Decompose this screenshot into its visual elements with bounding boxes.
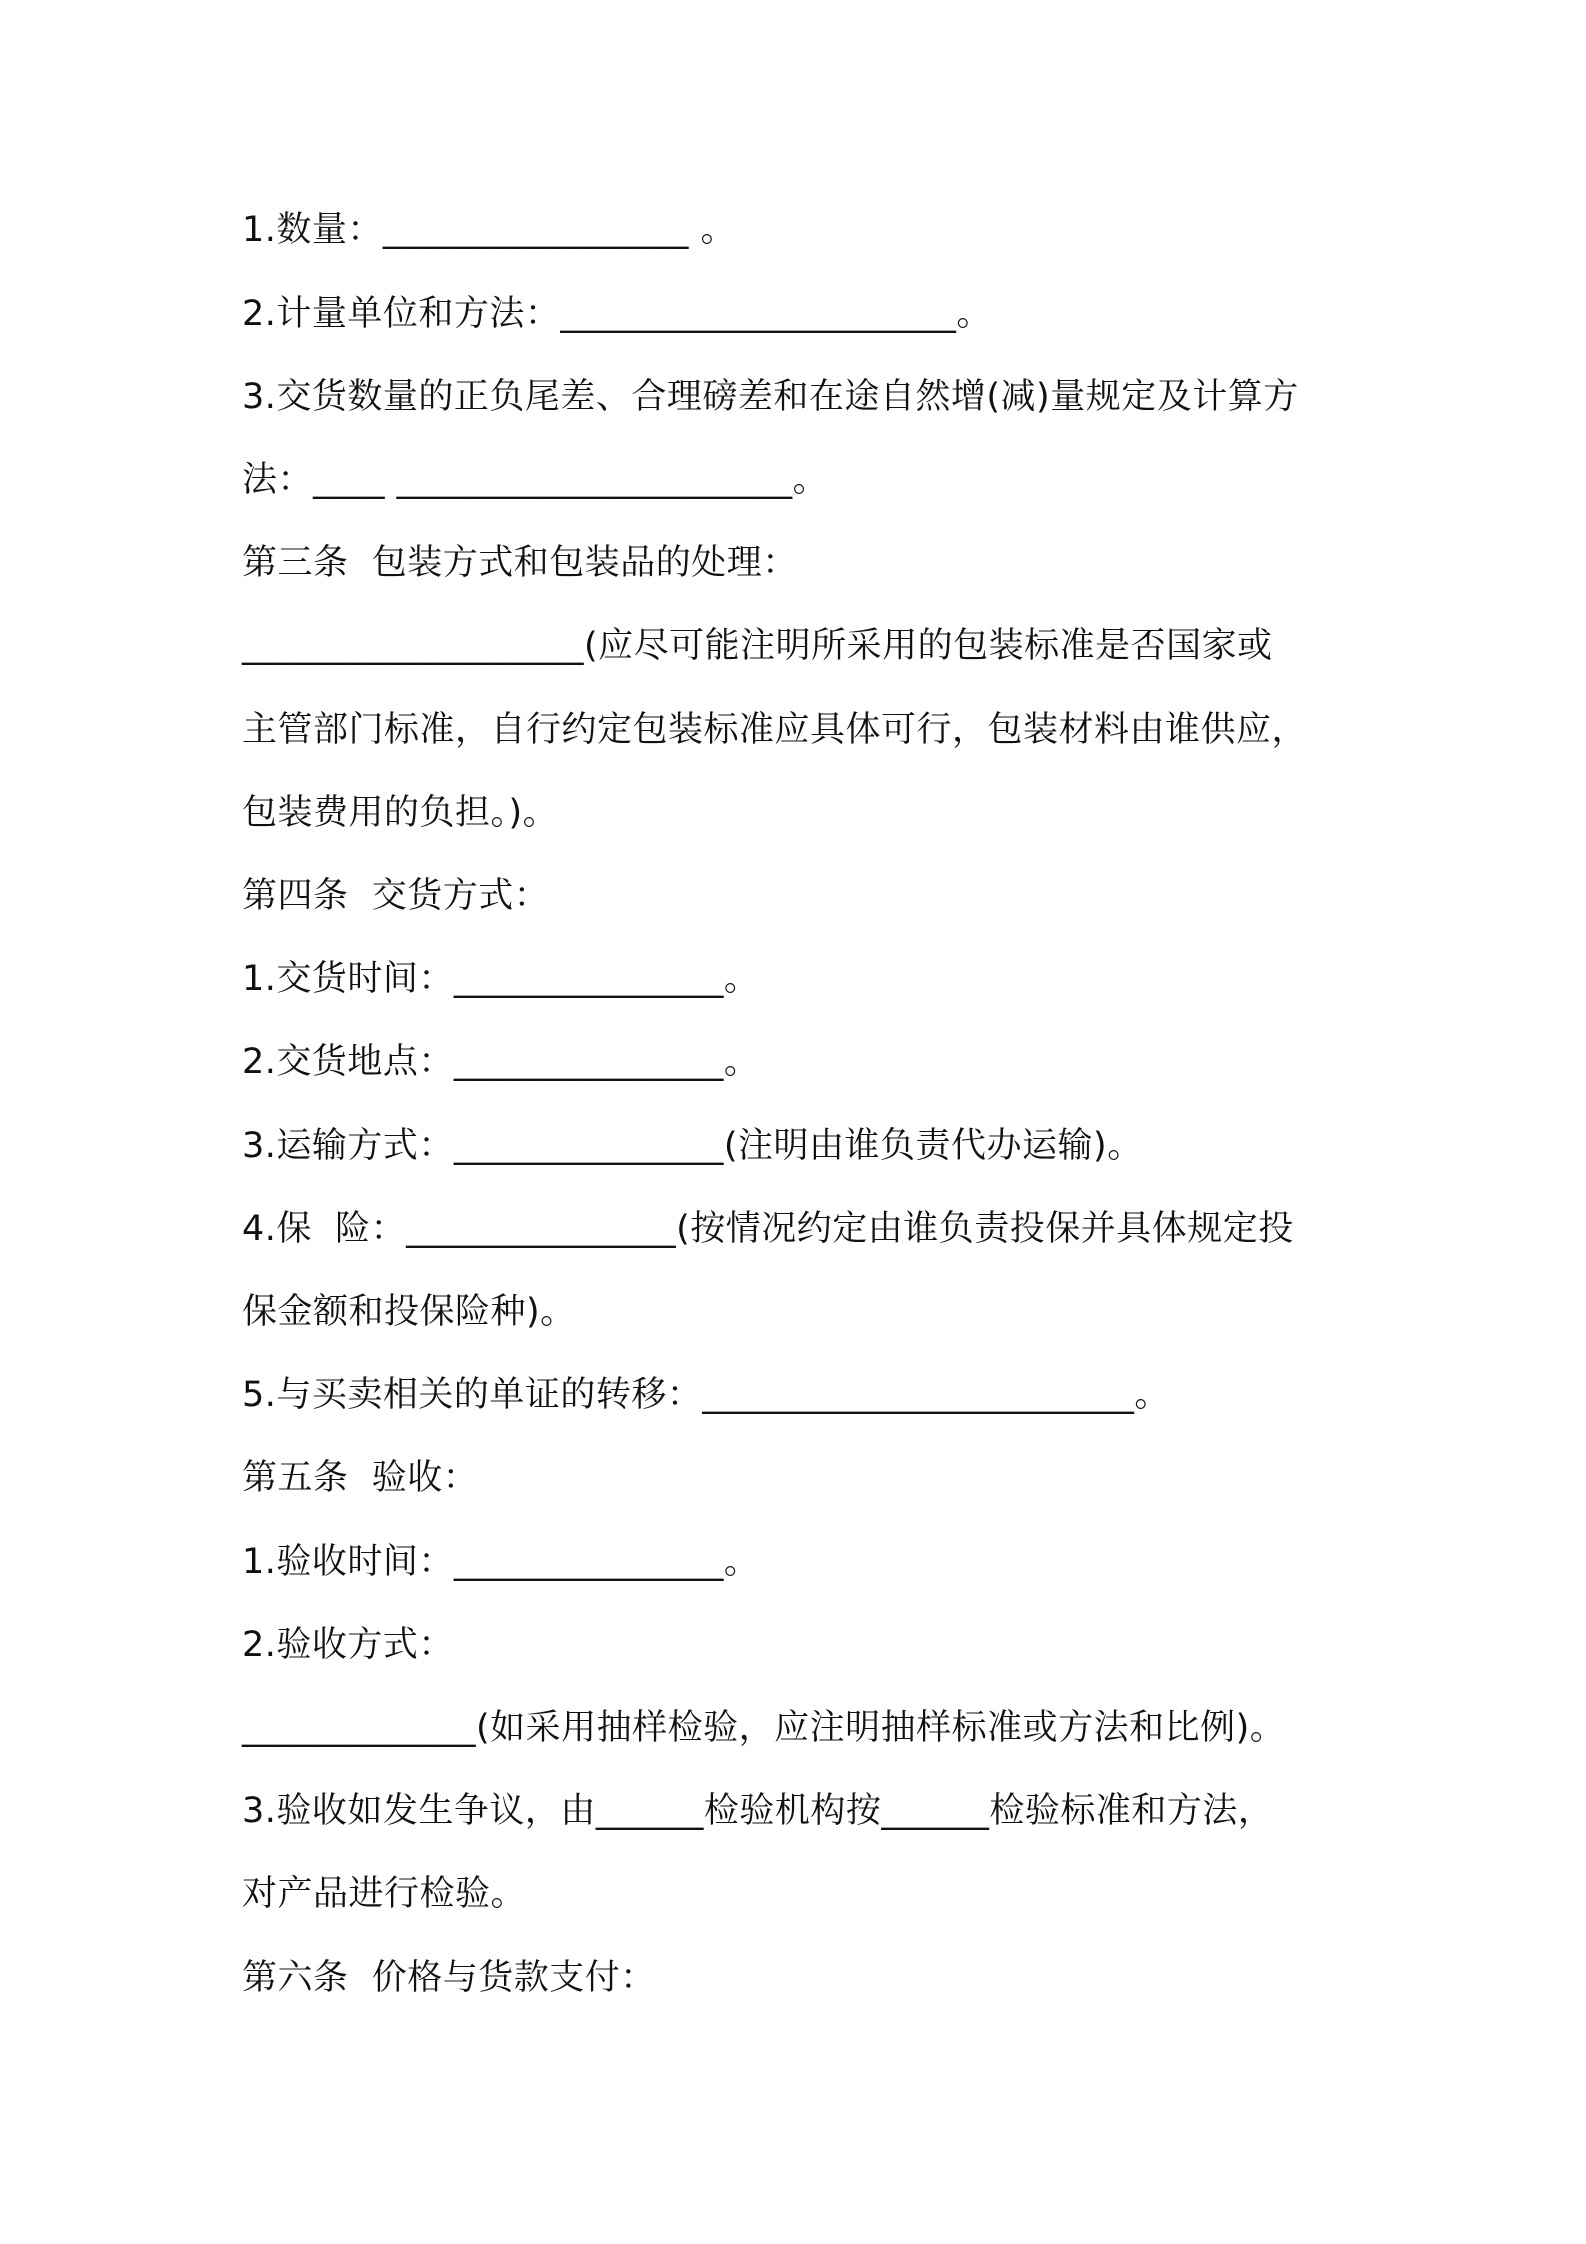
- article-three-heading: 第三条 包装方式和包装品的处理：: [242, 543, 798, 583]
- clause-delivery-place: 2.交货地点：_______________。: [242, 1042, 760, 1082]
- clause-quantity: 1.数量：_________________ 。: [242, 210, 737, 250]
- clause-inspection-time: 1.验收时间：_______________。: [242, 1542, 760, 1582]
- clause-dispute-cont: 对产品进行检验。: [242, 1874, 527, 1914]
- clause-insurance: 4.保 险：_______________(按情况约定由谁负责投保并具体规定投: [242, 1209, 1294, 1249]
- clause-inspection-method: 2.验收方式：: [242, 1625, 454, 1665]
- clause-tolerance-cont: 法：____ ______________________。: [242, 460, 829, 500]
- packaging-text-cont: 主管部门标准，自行约定包装标准应具体可行，包装材料由谁供应，: [242, 710, 1308, 750]
- clause-delivery-time: 1.交货时间：_______________。: [242, 959, 760, 999]
- clause-transport: 3.运输方式：_______________(注明由谁负责代办运输)。: [242, 1126, 1143, 1166]
- article-four-heading: 第四条 交货方式：: [242, 876, 550, 916]
- article-five-heading: 第五条 验收：: [242, 1458, 479, 1498]
- clause-measurement-unit: 2.计量单位和方法：______________________。: [242, 294, 992, 334]
- article-six-heading: 第六条 价格与货款支付：: [242, 1958, 656, 1998]
- clause-documents: 5.与买卖相关的单证的转移：________________________。: [242, 1375, 1170, 1415]
- inspection-method-text: _____________(如采用抽样检验，应注明抽样标准或方法和比例)。: [242, 1708, 1286, 1748]
- packaging-text: ___________________(应尽可能注明所采用的包装标准是否国家或: [242, 626, 1273, 666]
- clause-tolerance: 3.交货数量的正负尾差、合理磅差和在途自然增(减)量规定及计算方: [242, 377, 1299, 417]
- clause-insurance-cont: 保金额和投保险种)。: [242, 1292, 576, 1332]
- clause-dispute: 3.验收如发生争议，由______检验机构按______检验标准和方法，: [242, 1791, 1274, 1831]
- packaging-text-end: 包装费用的负担。)。: [242, 793, 559, 833]
